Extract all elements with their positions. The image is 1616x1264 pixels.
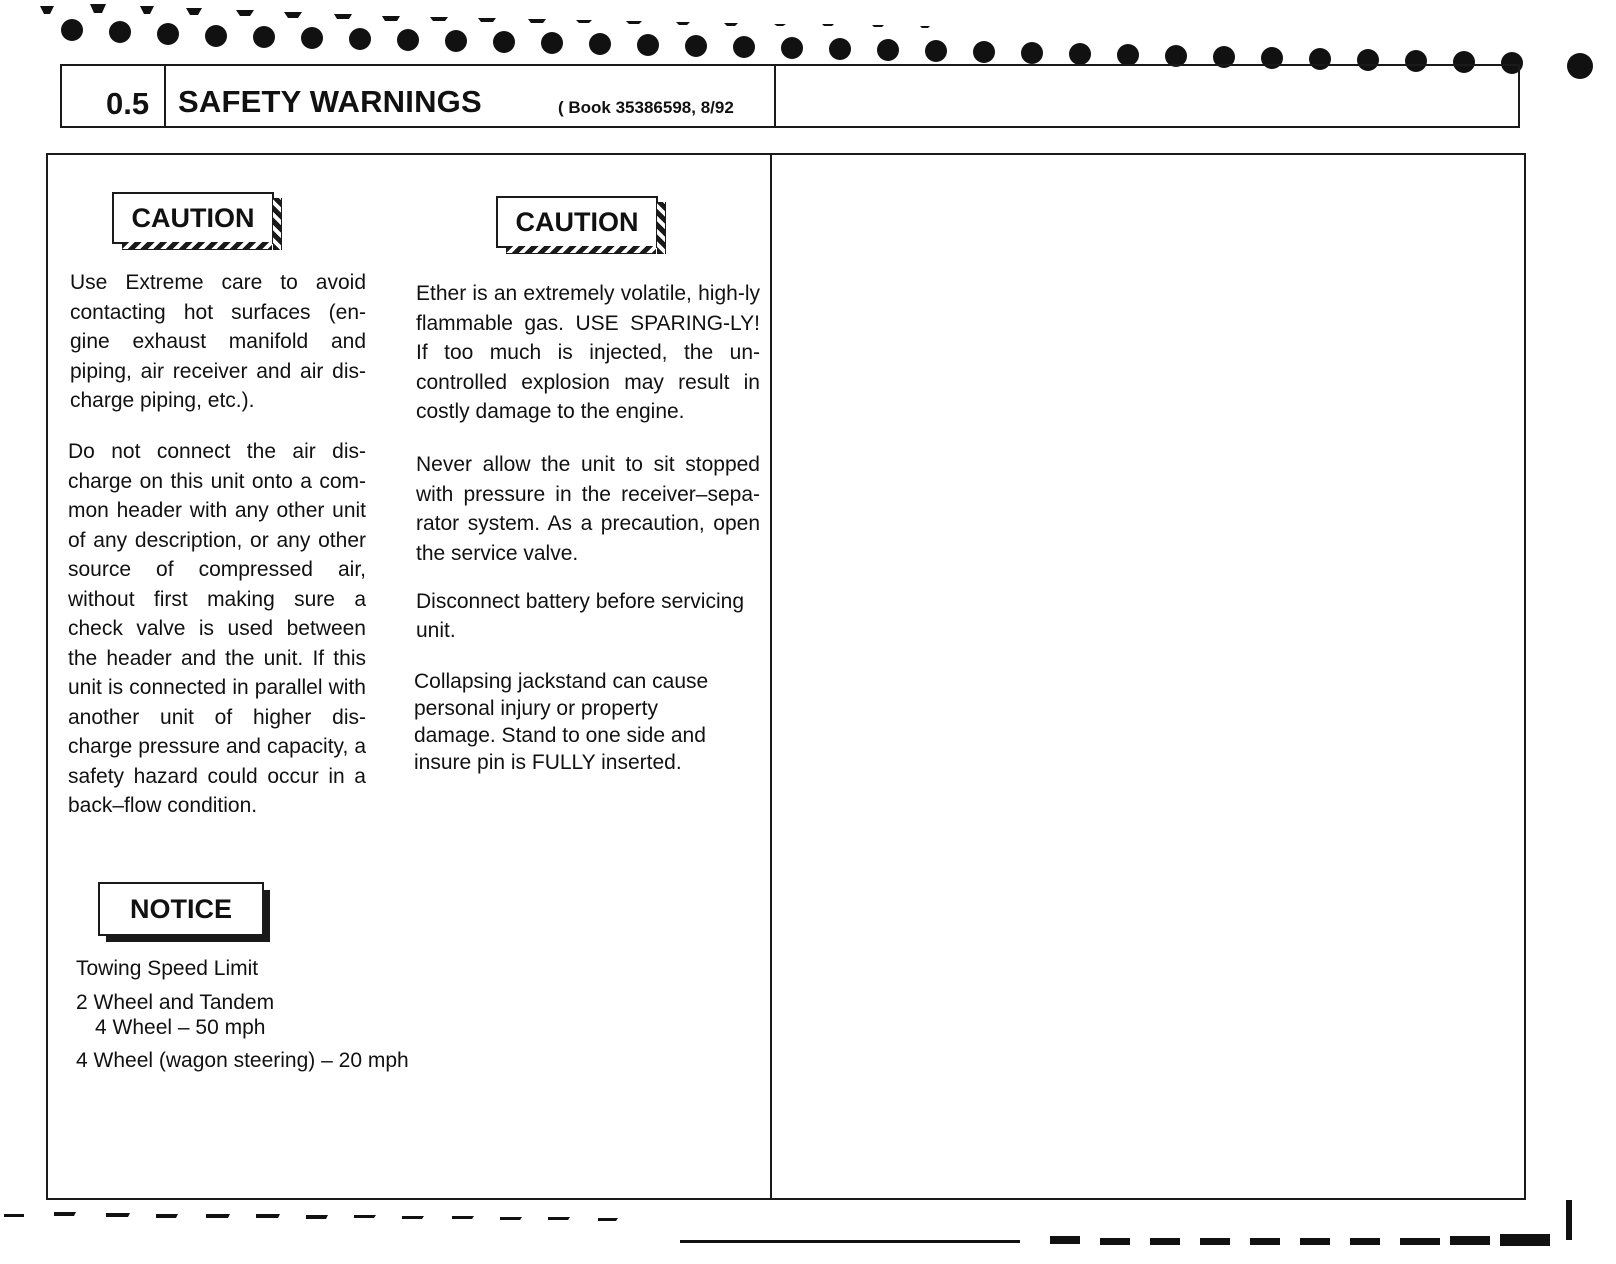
header-divider: [164, 66, 166, 128]
caution-label-text: CAUTION: [515, 206, 639, 237]
caution-label-left: [112, 192, 274, 244]
caution-label-text: CAUTION: [131, 202, 255, 233]
towing-line: 2 Wheel and Tandem: [76, 991, 275, 1014]
towing-line: 4 Wheel – 50 mph: [95, 1016, 266, 1039]
book-reference: ( Book 35386598, 8/92: [558, 98, 734, 117]
caution-paragraph: Ether is an extremely volatile, high-ly flammable gas. USE SPARING-LY! If too much is injected, the un-controlled explosion may result in costly damage to the engine.: [416, 282, 760, 423]
section-number: 0.5: [106, 86, 150, 121]
caution-paragraph: Disconnect battery before servicing unit.: [416, 590, 744, 642]
section-header: [60, 64, 1520, 128]
header-divider: [774, 66, 776, 128]
notice-label: [98, 882, 264, 936]
page-title: SAFETY WARNINGS: [178, 84, 482, 119]
caution-label-middle: [496, 196, 658, 248]
caution-paragraph: Collapsing jackstand can cause personal injury or property damage. Stand to one side and insure pin is FULLY inserted.: [414, 670, 709, 774]
caution-stripe-icon: [657, 202, 666, 254]
notice-shadow-decoration: [106, 936, 270, 942]
notice-label-text: NOTICE: [129, 893, 232, 924]
column-divider: [770, 155, 772, 1198]
towing-line: 4 Wheel (wagon steering) – 20 mph: [76, 1049, 409, 1072]
notice-shadow-decoration: [264, 890, 270, 942]
caution-stripe-icon: [506, 246, 656, 254]
towing-heading: Towing Speed Limit: [76, 957, 259, 980]
caution-stripe-icon: [273, 198, 282, 250]
caution-stripe-icon: [122, 242, 272, 250]
torn-edge-decoration: [0, 1200, 1616, 1264]
caution-paragraph: Use Extreme care to avoid contacting hot surfaces (en-gine exhaust manifold and piping, air receiver and air dis-charge piping, etc.).: [70, 271, 366, 412]
caution-paragraph: Never allow the unit to sit stopped with pressure in the receiver–sepa-rator system. As a precaution, open the service valve.: [416, 453, 760, 565]
caution-paragraph: Do not connect the air dis-charge on this unit onto a com-mon header with any other unit of any description, or any other source of compressed air, without first making sure a check valve is used between the header and the unit. If this unit is connected in parallel with another unit of higher dis-charge pressure and capacity, a safety hazard could occur in a back–flow condition.: [68, 440, 366, 817]
